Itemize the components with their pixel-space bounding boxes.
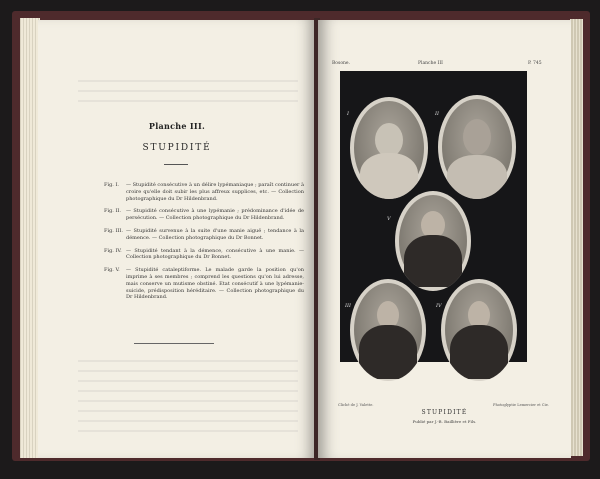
bleed-through-line bbox=[78, 100, 298, 102]
legend-item bbox=[104, 248, 304, 262]
legend-fig-text: — Stupidité survenue à la suite d'une manie aiguë ; tendance à la démence. — Collection photographique du Dr Bonnet. bbox=[126, 227, 304, 241]
bleed-through-line bbox=[78, 410, 298, 412]
plate-title: Planche III. bbox=[148, 121, 206, 131]
legend-fig-text: — Stupidité tendant à la démence, consécutive à une manie. — Collection photographique du Dr Bonnet. bbox=[126, 247, 304, 261]
portrait-figure bbox=[395, 191, 471, 291]
photo-plate bbox=[340, 71, 527, 362]
portrait-photo bbox=[445, 283, 513, 377]
running-head-left: Bosone. bbox=[332, 61, 351, 66]
bleed-through-line bbox=[78, 370, 298, 372]
body-shape bbox=[447, 155, 507, 199]
photo-credit: Cliché de J. Valette. bbox=[338, 403, 374, 407]
portrait-figure bbox=[441, 279, 517, 381]
body-shape bbox=[359, 325, 417, 379]
figure-numeral: II bbox=[435, 111, 439, 117]
running-head-center: Planche III bbox=[418, 61, 443, 66]
body-shape bbox=[450, 325, 508, 379]
figure-legend bbox=[104, 182, 304, 307]
portrait-photo bbox=[399, 195, 467, 287]
bleed-through-line bbox=[78, 80, 298, 82]
portrait-figure bbox=[438, 95, 516, 199]
portrait-photo bbox=[354, 101, 424, 195]
bleed-through-line bbox=[78, 420, 298, 422]
body-shape bbox=[360, 153, 418, 199]
divider bbox=[134, 343, 214, 344]
figure-numeral: V bbox=[387, 216, 391, 222]
legend-fig-label: Fig. II. bbox=[104, 208, 121, 215]
bleed-through-line bbox=[78, 390, 298, 392]
plate-caption: STUPIDITÉ bbox=[421, 409, 468, 416]
portrait-figure bbox=[350, 97, 428, 199]
legend-item bbox=[104, 228, 304, 242]
portrait-photo bbox=[354, 283, 422, 377]
face-shape bbox=[463, 119, 491, 155]
legend-item bbox=[104, 267, 304, 301]
legend-fig-text: — Stupidité consécutive à un délire lypémaniaque ; paraît continuer à croire qu'elle doit subir les plus affreux supplices, etc. — Collection photographique du Dr Hildenbrand. bbox=[126, 182, 304, 202]
right-page-edges bbox=[570, 19, 583, 456]
bleed-through-line bbox=[78, 400, 298, 402]
bleed-through-line bbox=[78, 430, 298, 432]
right-page bbox=[318, 20, 571, 458]
legend-fig-label: Fig. I. bbox=[104, 182, 120, 188]
body-shape bbox=[404, 235, 462, 287]
figure-numeral: IV bbox=[436, 303, 442, 309]
plate-subtitle: STUPIDITÉ bbox=[142, 143, 212, 153]
divider bbox=[164, 164, 188, 165]
bleed-through-line bbox=[78, 380, 298, 382]
printer-credit: Photoglyptie Lemercier et Cie. bbox=[493, 403, 549, 407]
legend-item bbox=[104, 208, 304, 222]
legend-fig-label: Fig. V. bbox=[104, 267, 120, 274]
legend-fig-text: — Stupidité cataleptiforme. Le malade garde la position qu'on imprime à ses membres ; comprend les questions qu'on lui adresse, mais conserve un mutisme obstiné. Etat consécutif à une lypémanie-suicide, prédisposition héréditaire. — Collection photographique du Dr Hildenbrand. bbox=[126, 267, 304, 301]
legend-fig-text: — Stupidité consécutive à une lypémanie ; prédominance d'idée de persécution. — Collection photographique du Dr Hildenbrand. bbox=[126, 208, 304, 222]
left-page bbox=[38, 20, 316, 458]
face-shape bbox=[375, 123, 403, 157]
figure-numeral: I bbox=[347, 111, 349, 117]
portrait-figure bbox=[350, 279, 426, 381]
bleed-through-line bbox=[78, 90, 298, 92]
portrait-photo bbox=[442, 99, 512, 195]
publisher-line: Publié par J.-B. Baillière et Fils. bbox=[412, 419, 477, 424]
left-page-edges bbox=[20, 18, 40, 458]
running-head-right: P. 745 bbox=[528, 61, 542, 66]
bleed-through-line bbox=[78, 360, 298, 362]
legend-fig-label: Fig. III. bbox=[104, 227, 123, 234]
legend-item bbox=[104, 182, 304, 202]
legend-fig-label: Fig. IV. bbox=[104, 247, 122, 254]
figure-numeral: III bbox=[345, 303, 351, 309]
